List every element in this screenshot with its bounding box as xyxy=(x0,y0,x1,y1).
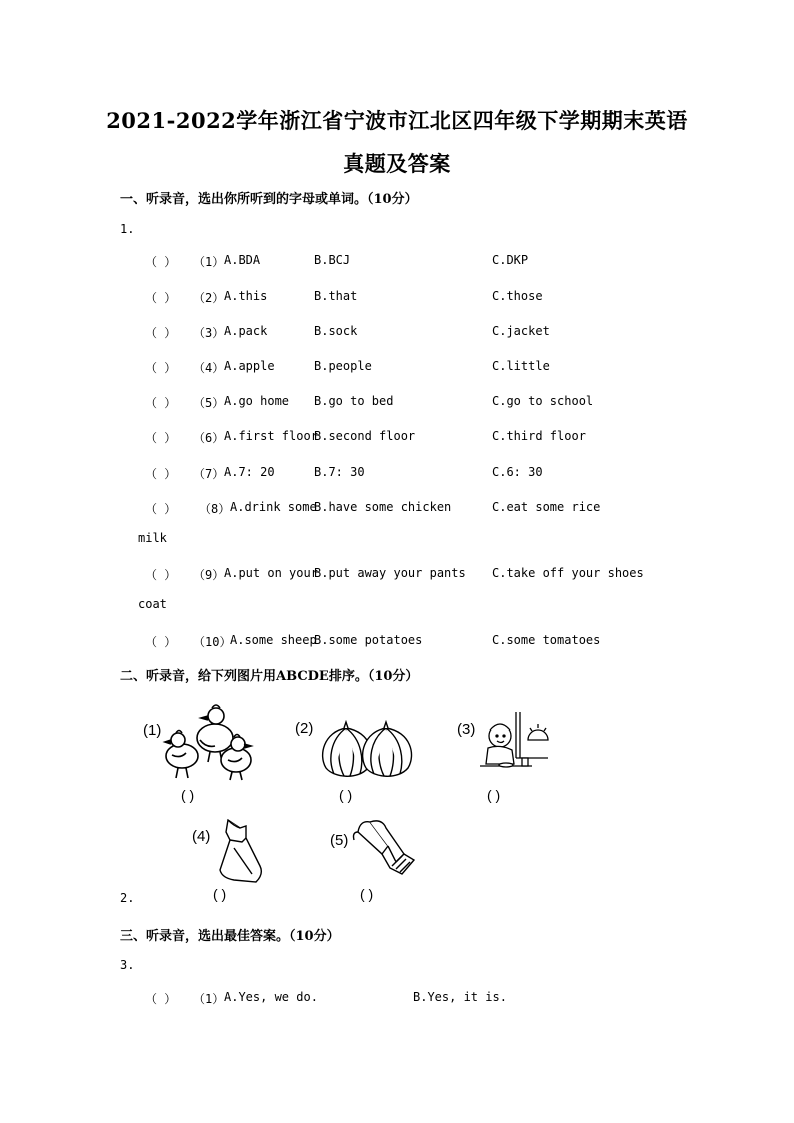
option-c: C.take off your shoes xyxy=(492,566,644,580)
question-label: （10） xyxy=(193,635,232,649)
question-row xyxy=(0,324,794,342)
gloves-icon xyxy=(352,818,420,880)
option-c: C.third floor xyxy=(492,429,586,443)
option-c: C.some tomatoes xyxy=(492,633,601,647)
section2-heading: 二、听录音，给下列图片用ABCDE排序。（10分） xyxy=(120,669,419,684)
answer-blank[interactable]: （ ） xyxy=(145,502,177,516)
picture-answer-blank[interactable]: ( ) xyxy=(181,787,195,803)
option-a: A.this xyxy=(224,289,268,303)
option-a: A.BDA xyxy=(224,253,261,267)
hens-icon xyxy=(160,700,260,785)
question-label: （6） xyxy=(193,431,225,445)
section3-number: 3. xyxy=(120,958,135,972)
answer-blank[interactable]: （ ） xyxy=(145,992,177,1006)
question-row xyxy=(0,394,794,412)
question-row xyxy=(0,289,794,307)
question-label: （4） xyxy=(193,361,225,375)
option-a-continuation: milk xyxy=(138,531,167,545)
answer-blank[interactable]: （ ） xyxy=(145,467,177,481)
option-c: C.little xyxy=(492,359,550,373)
option-b: B.have some chicken xyxy=(314,500,452,514)
option-c: C.those xyxy=(492,289,543,303)
question-row xyxy=(0,566,794,584)
question-row xyxy=(0,990,794,1008)
option-b: B.7: 30 xyxy=(314,465,365,479)
question-row xyxy=(0,465,794,483)
question-row xyxy=(0,359,794,377)
question-label: （1） xyxy=(193,992,225,1006)
option-b: B.Yes, it is. xyxy=(413,990,507,1004)
question-label: （7） xyxy=(193,467,225,481)
picture-label: (3) xyxy=(457,721,476,738)
option-a: A.drink some xyxy=(230,500,317,514)
option-c: C.go to school xyxy=(492,394,594,408)
page-title-line1: 2021-2022学年浙江省宁波市江北区四年级下学期期末英语 xyxy=(106,108,688,133)
option-a: A.some sheep xyxy=(230,633,317,647)
picture-answer-blank[interactable]: ( ) xyxy=(339,787,353,803)
picture-answer-blank[interactable]: ( ) xyxy=(360,886,374,902)
option-c: C.eat some rice xyxy=(492,500,601,514)
question-label: （1） xyxy=(193,255,225,269)
answer-blank[interactable]: （ ） xyxy=(145,635,177,649)
answer-blank[interactable]: （ ） xyxy=(145,361,177,375)
question-label: （3） xyxy=(193,326,225,340)
picture-answer-blank[interactable]: ( ) xyxy=(213,886,227,902)
question-row xyxy=(0,500,794,518)
boy-breakfast-icon xyxy=(478,710,550,780)
option-a-continuation: coat xyxy=(138,597,167,611)
answer-blank[interactable]: （ ） xyxy=(145,326,177,340)
option-a: A.Yes, we do. xyxy=(224,990,318,1004)
option-a: A.pack xyxy=(224,324,268,338)
option-c: C.jacket xyxy=(492,324,550,338)
onions-icon xyxy=(316,720,416,782)
option-c: C.DKP xyxy=(492,253,529,267)
section2-number: 2. xyxy=(120,891,135,905)
option-b: B.second floor xyxy=(314,429,416,443)
page-title-line2: 真题及答案 xyxy=(343,151,451,176)
section3-heading: 三、听录音，选出最佳答案。（10分） xyxy=(120,929,340,944)
option-a: A.apple xyxy=(224,359,275,373)
option-a: A.put on your xyxy=(224,566,318,580)
option-a: A.go home xyxy=(224,394,290,408)
dress-icon xyxy=(212,818,268,884)
question-row xyxy=(0,633,794,651)
question-row xyxy=(0,253,794,271)
picture-answer-blank[interactable]: ( ) xyxy=(487,787,501,803)
answer-blank[interactable]: （ ） xyxy=(145,431,177,445)
option-b: B.that xyxy=(314,289,358,303)
option-b: B.sock xyxy=(314,324,358,338)
option-b: B.go to bed xyxy=(314,394,394,408)
picture-label: (4) xyxy=(192,828,211,845)
question-label: （2） xyxy=(193,291,225,305)
picture-label: (5) xyxy=(330,832,349,849)
option-a: A.first floor xyxy=(224,429,318,443)
option-c: C.6: 30 xyxy=(492,465,543,479)
option-a: A.7: 20 xyxy=(224,465,275,479)
answer-blank[interactable]: （ ） xyxy=(145,255,177,269)
question-label: （5） xyxy=(193,396,225,410)
answer-blank[interactable]: （ ） xyxy=(145,396,177,410)
option-b: B.some potatoes xyxy=(314,633,423,647)
option-b: B.BCJ xyxy=(314,253,351,267)
option-b: B.put away your pants xyxy=(314,566,466,580)
section1-number: 1. xyxy=(120,222,135,236)
option-b: B.people xyxy=(314,359,372,373)
picture-label: (1) xyxy=(143,722,162,739)
picture-label: (2) xyxy=(295,720,314,737)
answer-blank[interactable]: （ ） xyxy=(145,568,177,582)
question-row xyxy=(0,429,794,447)
question-label: （8） xyxy=(199,502,231,516)
answer-blank[interactable]: （ ） xyxy=(145,291,177,305)
question-label: （9） xyxy=(193,568,225,582)
section1-heading: 一、听录音，选出你所听到的字母或单词。（10分） xyxy=(120,192,418,207)
